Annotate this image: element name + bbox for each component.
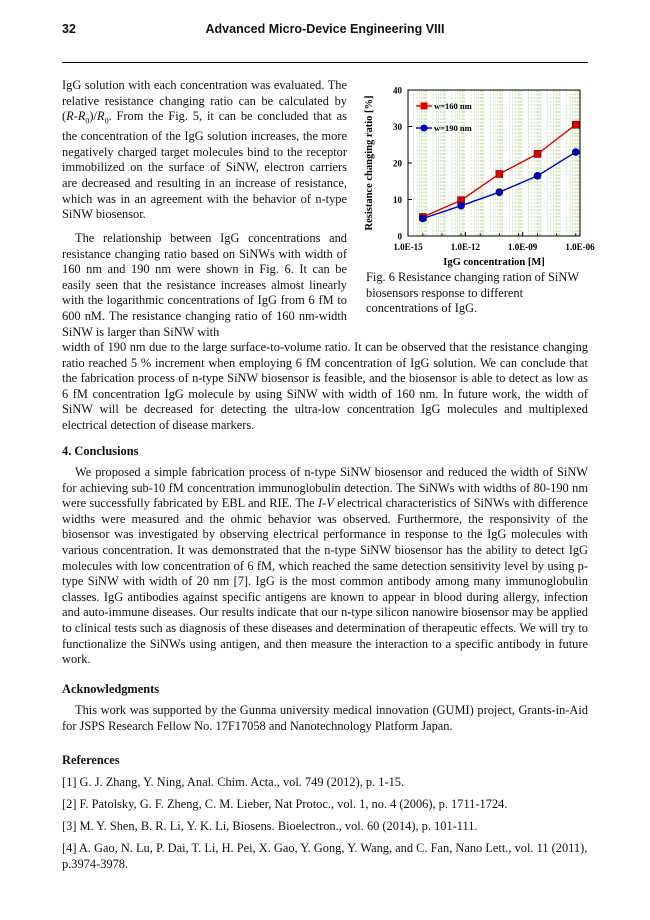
figure-6 — [360, 80, 595, 270]
reference-item: [3] M. Y. Shen, B. R. Li, Y. K. Li, Biosens. Bioelectron., vol. 60 (2014), p. 101-111. — [62, 819, 478, 833]
paragraph-relationship-cont: width of 190 nm due to the large surface-to-volume ratio. It can be observed that the resistance changing ratio reached 5 % increment when employing 6 fM concentration of IgG solution. We can conclude that the fabrication process of n-type SiNW biosensor is feasible, and the biosensor is able to detect as low as 6 fM concentration IgG molecule by using SiNW with width of 160 nm. In future work, the width of SiNW will be decreased for detecting the ultra-low concentration IgG molecules and multiplexed electrical detection of disease markers. — [62, 340, 588, 432]
paragraph-results: IgG solution with each concentration was evaluated. The relative resistance changing ratio can be calculated by $(R-R_0)/R_0$. From the Fig. 5, it can be concluded that as the concentration of the IgG solution increases, the more negatively charged target molecules bind to the receptor immobilized on the surface of SiNW, electron carriers are decreased and resulting in an increase of resistance, which was in an agreement with the behavior of n-type SiNW biosensor. — [62, 78, 347, 222]
figure-caption: Fig. 6 Resistance changing ration of SiNW biosensors response to different concentrations of IgG. — [366, 270, 579, 316]
legend-marker — [421, 103, 428, 110]
x-tick-label: 1.0E-15 — [393, 242, 423, 252]
y-tick-label: 10 — [393, 195, 402, 205]
page-number: 32 — [62, 22, 76, 36]
y-tick-label: 20 — [393, 158, 402, 169]
legend-label: w=190 nm — [434, 123, 472, 133]
journal-title: Advanced Micro-Device Engineering VIII — [205, 22, 445, 36]
section-heading-conclusions: 4. Conclusions — [62, 444, 139, 458]
legend-marker — [421, 125, 428, 132]
data-point — [496, 189, 503, 196]
x-tick-label: 1.0E-09 — [508, 242, 538, 252]
reference-item: [1] G. J. Zhang, Y. Ning, Anal. Chim. Acta., vol. 749 (2012), p. 1-15. — [62, 775, 405, 789]
y-axis-label: Resistance changing ratio [%] — [364, 95, 375, 231]
resistance-chart — [360, 80, 595, 270]
data-point — [534, 172, 541, 179]
data-point — [572, 149, 579, 156]
heading-acknowledgments: Acknowledgments — [62, 682, 160, 696]
data-point — [419, 215, 426, 222]
y-tick-label: 40 — [393, 85, 402, 96]
x-tick-label: 1.0E-06 — [565, 242, 595, 252]
y-tick-label: 0 — [397, 231, 402, 242]
heading-references: References — [62, 753, 120, 767]
legend-label: w=160 nm — [434, 101, 472, 111]
paragraph-conclusions: We proposed a simple fabrication process of n-type SiNW biosensor and reduced the width of SiNW for achieving sub-10 fM concentration immunoglobulin detection. The SiNWs with widths of 80-190 nm were successfully fabricated by EBL and RIE. The I-V electrical characteristics of SiNWs with difference widths were measured and the ohmic behavior was observed. Furthermore, the responsivity of the biosensor was investigated by observing electrical performance in response to the IgG molecules with various concentration. It was demonstrated that the n-type SiNW biosensor has the ability to detect IgG molecules with low concentration of 6 fM, which reached the same detection sensitivity level by using p-type SiNW with width of 20 nm [7]. IgG is the most common antibody among many immunoglobulin classes. IgG antibodies against specific antigens are known to appear in blood during allergy, infection and auto-immune diseases. Our results indicate that our n-type silicon nanowire biosensor may be applied to clinical tests such as diagnosis of these diseases and determination of therapeutic effects. We will try to functionalize the SiNWs using antigen, and then measure the interaction to a specific antibody in future work. — [62, 465, 588, 667]
data-point — [534, 150, 541, 157]
data-point — [496, 170, 503, 177]
data-point — [572, 121, 579, 128]
data-point — [458, 202, 465, 209]
x-axis-label: IgG concentration [M] — [443, 257, 545, 268]
y-tick-label: 30 — [393, 122, 402, 132]
page-header — [62, 22, 588, 42]
x-tick-label: 1.0E-12 — [450, 242, 480, 252]
paragraph-acknowledgments: This work was supported by the Gunma university medical innovation (GUMI) project, Grants-in-Aid for JSPS Research Fellow No. 17F17058 and Nanotechnology Platform Japan. — [62, 703, 588, 733]
reference-item: [4] A. Gao, N. Lu, P. Dai, T. Li, H. Pei, X. Gao, Y. Gong, Y. Wang, and C. Fan, Nano Lett., vol. 11 (2011), p.3974-3978. — [62, 841, 588, 871]
header-rule — [62, 62, 588, 63]
reference-item: [2] F. Patolsky, G. F. Zheng, C. M. Lieber, Nat Protoc., vol. 1, no. 4 (2006), p. 1711-1724. — [62, 797, 508, 811]
paragraph-relationship: The relationship between IgG concentrations and resistance changing ratio based on SiNWs with width of 160 nm and 190 nm were shown in Fig. 6. It can be easily seen that the resistance increases almost linearly with the logarithmic concentrations of IgG from 6 fM to 600 nM. The resistance changing ratio of 160 nm-width SiNW is larger than SiNW with — [62, 231, 347, 339]
